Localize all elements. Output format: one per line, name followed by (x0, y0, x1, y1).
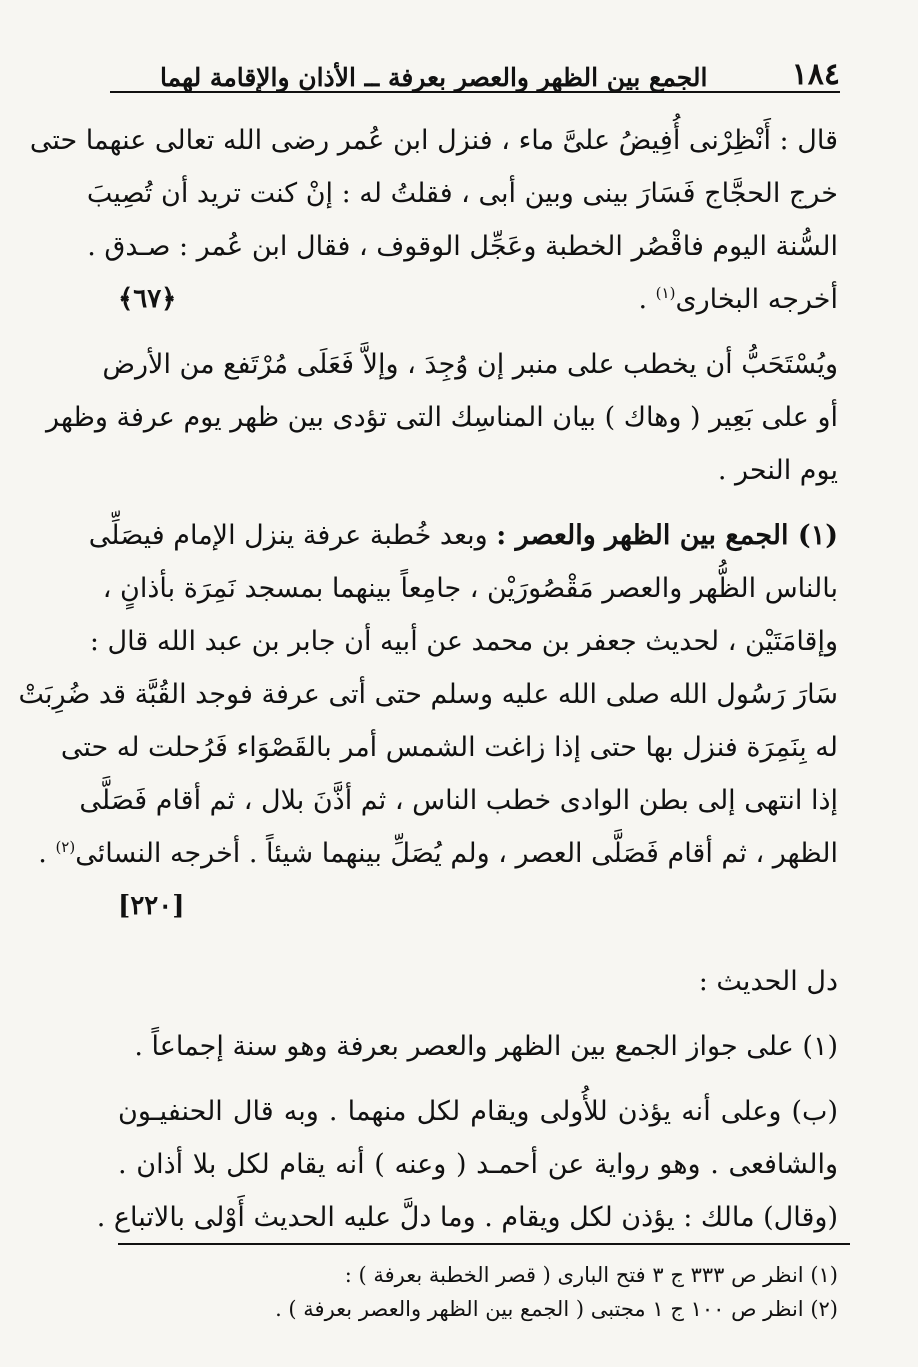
text-line: يوم النحر . (717, 455, 838, 486)
text-line: وإقامَتَيْن ، لحديث جعفر بن محمد عن أبيه أن جابر بن عبد الله قال : (89, 626, 838, 657)
text-span: الظهر ، ثم أقام فَصَلَّى العصر ، ولم يُصَلِّ بينهما شيئاً . أخرجه النسائى (75, 838, 838, 869)
text-line: إذا انتهى إلى بطن الوادى خطب الناس ، ثم أذَّنَ بلال ، ثم أقام فَصَلَّى (79, 785, 838, 816)
footnote-1: (١) انظر ص ٣٣٣ ج ٣ فتح البارى ( قصر الخطبة بعرفة ) : (344, 1263, 838, 1287)
footnotes (118, 1258, 838, 1326)
running-title: الجمع بين الظهر والعصر بعرفة ــ الأذان والإقامة لهما (160, 63, 708, 92)
footnote-ref-2[interactable]: (٢) (55, 838, 76, 856)
hadith-number: ﴿٦٧﴾ (118, 284, 177, 314)
text-line (118, 273, 838, 326)
page-number: ١٨٤ (791, 57, 840, 92)
footnote-ref-1[interactable]: (١) (655, 284, 676, 302)
text-line: بالناس الظُّهر والعصر مَقْصُورَيْن ، جامِعاً بينهما بمسجد نَمِرَة بأذانٍ ، (102, 573, 838, 604)
text-line: أو على بَعِير ( وهاك ) بيان المناسِك التى تؤدى بين ظهر يوم عرفة وظهر (46, 402, 838, 433)
spacer (118, 933, 838, 955)
text-line (88, 509, 838, 562)
section-evidence (96, 955, 838, 1244)
text-line: خرج الحجَّاج فَسَارَ بينى وبين أبى ، فقلتُ له : إنْ كنت تريد أن تُصِيبَ (86, 178, 838, 209)
main-text (18, 114, 838, 1244)
paragraph-recommendation (46, 338, 838, 497)
text-line: سَارَ رَسُول الله صلى الله عليه وسلم حتى أتى عرفة فوجد القُبَّة قد ضُرِبَتْ (18, 679, 838, 710)
spacer (118, 1073, 838, 1085)
evidence-item-a: (١) على جواز الجمع بين الظهر والعصر بعرفة وهو سنة إجماعاً . (134, 1031, 838, 1062)
sentence-end: . (38, 838, 47, 869)
section-lead: (١) الجمع بين الظهر والعصر : (496, 520, 838, 551)
footnote-divider (118, 1243, 850, 1245)
paragraph-combining-prayers (18, 509, 838, 933)
page-header (110, 36, 840, 90)
hadith-number: [٢٢٠] (118, 891, 185, 921)
spacer (118, 1008, 838, 1020)
spacer (118, 326, 838, 338)
section-heading: دل الحديث : (698, 966, 838, 997)
paragraph-hadith-67 (29, 114, 838, 326)
source-line (638, 273, 838, 326)
text-span: وبعد خُطبة عرفة ينزل الإمام فيصَلِّى (88, 520, 488, 551)
source-text: أخرجه البخارى (675, 284, 838, 315)
text-line (38, 827, 838, 880)
evidence-item-b-line: (ب) وعلى أنه يؤذن للأُولى ويقام لكل منهما . وبه قال الحنفيـون (118, 1096, 838, 1127)
text-line: له بِنَمِرَة فنزل بها حتى إذا زاغت الشمس أمر بالقَصْوَاء فَرُحلت له حتى (60, 732, 838, 763)
spacer (118, 497, 838, 509)
evidence-item-b-line: والشافعى . وهو رواية عن أحمـد ( وعنه ) أنه يقام لكل بلا أذان . (118, 1149, 838, 1180)
text-line: السُّنة اليوم فاقْصُر الخطبة وعَجِّل الوقوف ، فقال ابن عُمر : صـدق . (87, 231, 838, 262)
text-line: ويُسْتَحَبُّ أن يخطب على منبر إن وُجِدَ ، وإلاَّ فَعَلَى مُرْتَفع من الأرض (102, 349, 838, 380)
footnote-2: (٢) انظر ص ١٠٠ ج ١ مجتبى ( الجمع بين الظهر والعصر بعرفة ) . (275, 1297, 838, 1321)
header-divider (110, 91, 840, 93)
sentence-end: . (638, 284, 648, 315)
evidence-item-b-line: (وقال) مالك : يؤذن لكل ويقام . وما دلَّ عليه الحديث أَوْلى بالاتباع . (96, 1202, 838, 1233)
text-line: قال : أَنْظِرْنى أُفِيضُ علىَّ ماء ، فنزل ابن عُمر رضى الله تعالى عنهما حتى (29, 125, 838, 156)
